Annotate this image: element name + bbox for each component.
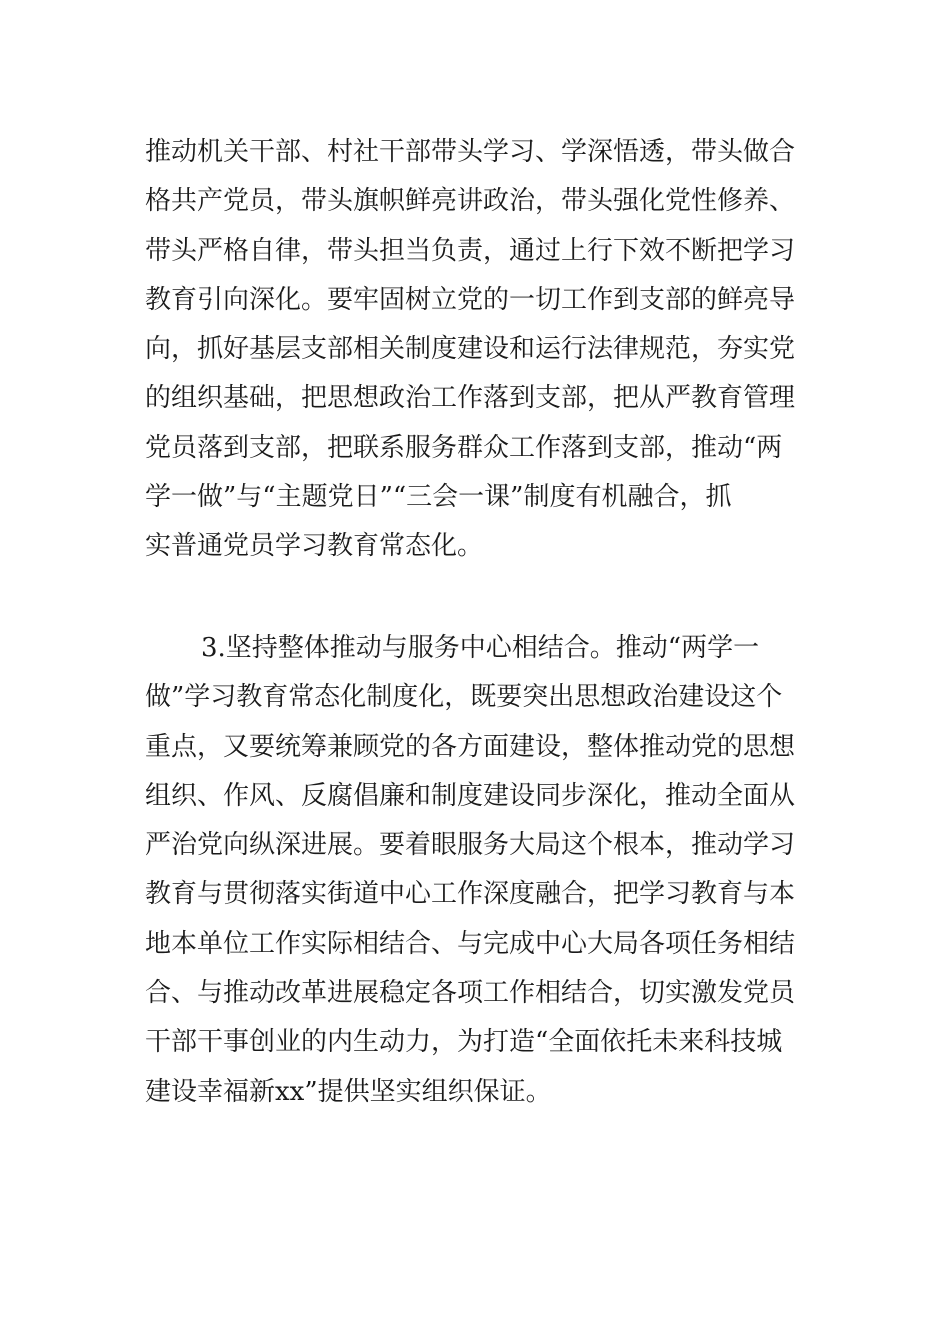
text-line: 实普通党员学习教育常态化。: [145, 531, 484, 562]
text-line: 格共产党员，带头旗帜鲜亮讲政治，带头强化党性修养、: [145, 186, 796, 217]
paragraph-1: [145, 128, 825, 572]
text-line: 党员落到支部，把联系服务群众工作落到支部，推动“两: [145, 432, 783, 463]
text-line: 干部干事创业的内生动力，为打造“全面依托未来科技城: [145, 1027, 783, 1058]
text-line: 教育引向深化。要牢固树立党的一切工作到支部的鲜亮导: [145, 284, 796, 315]
text-line: 做”学习教育常态化制度化，既要突出思想政治建设这个: [145, 682, 783, 713]
text-line: 重点，又要统筹兼顾党的各方面建设，整体推动党的思想: [145, 731, 796, 762]
text-line: 教育与贯彻落实街道中心工作深度融合，把学习教育与本: [145, 879, 796, 910]
text-line: 严治党向纵深进展。要着眼服务大局这个根本，推动学习: [145, 830, 796, 861]
text-line: 的组织基础，把思想政治工作落到支部，把从严教育管理: [145, 383, 796, 414]
paragraph-2: [145, 624, 825, 1117]
text-line: 学一做”与“主题党日”“三会一课”制度有机融合，抓: [145, 482, 732, 513]
text-line: 组织、作风、反腐倡廉和制度建设同步深化，推动全面从: [145, 780, 796, 811]
text-line: 建设幸福新xx”提供坚实组织保证。: [145, 1076, 552, 1107]
text-line: 合、与推动改革进展稳定各项工作相结合，切实激发党员: [145, 978, 796, 1009]
text-line: 3.坚持整体推动与服务中心相结合。推动“两学一: [201, 633, 760, 663]
text-line: 推动机关干部、村社干部带头学习、学深悟透，带头做合: [145, 137, 796, 167]
text-line: 地本单位工作实际相结合、与完成中心大局各项任务相结: [145, 928, 796, 959]
text-line: 向，抓好基层支部相关制度建设和运行法律规范，夯实党: [145, 334, 796, 365]
text-line: 带头严格自律，带头担当负责，通过上行下效不断把学习: [145, 235, 796, 266]
